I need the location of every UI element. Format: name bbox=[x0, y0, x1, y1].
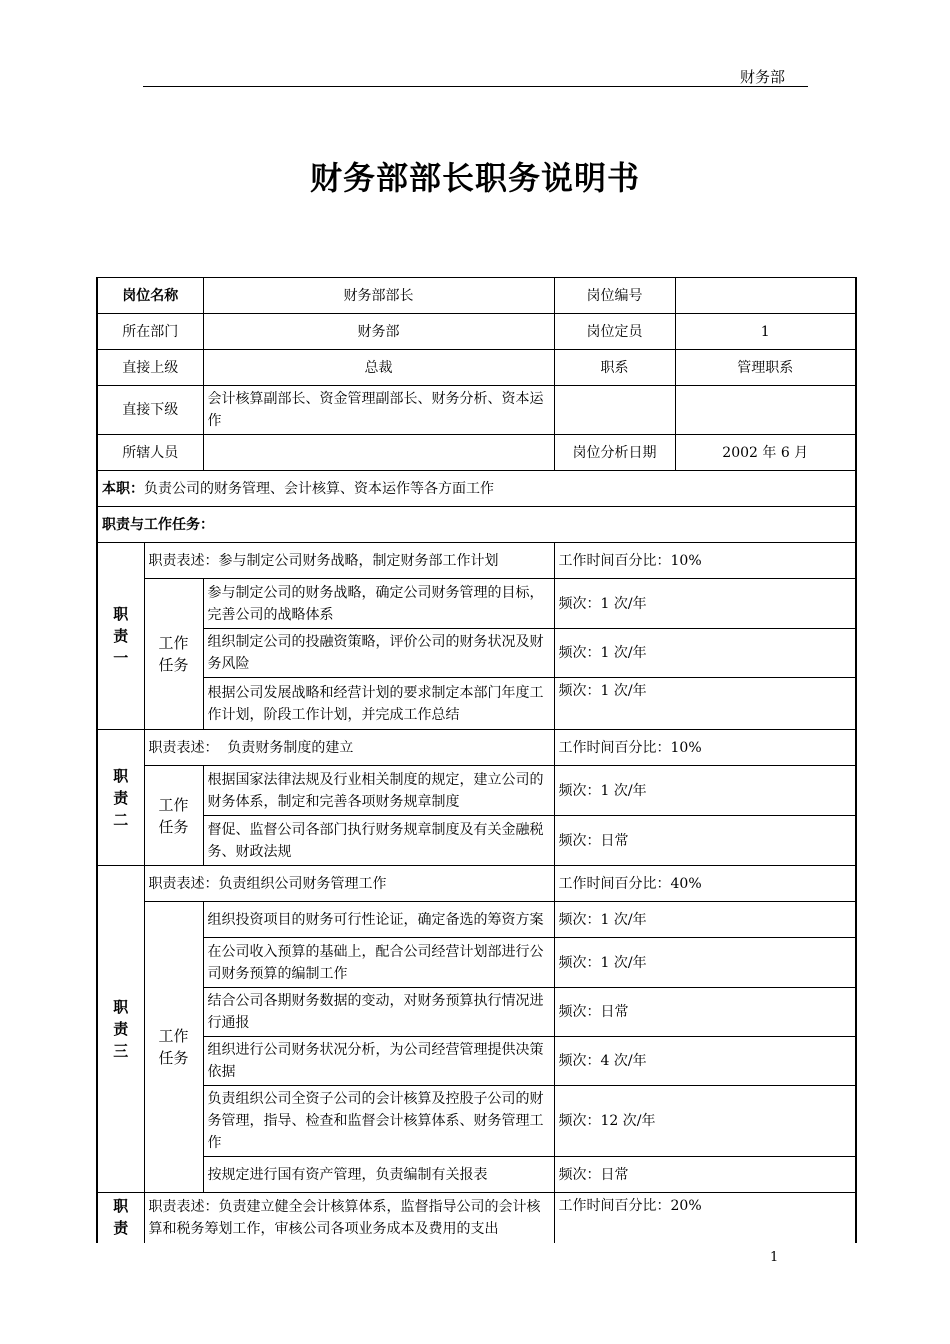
duty-2-time: 工作时间百分比：10% bbox=[554, 730, 856, 766]
duty-3-task-6-freq: 频次：日常 bbox=[554, 1157, 856, 1193]
duties-header: 职责与工作任务： bbox=[97, 507, 856, 543]
position-name-label: 岗位名称 bbox=[97, 278, 203, 314]
duty-3-label bbox=[97, 866, 144, 1193]
duty-1-desc: 职责表述：参与制定公司财务战略，制定财务部工作计划 bbox=[144, 543, 554, 579]
main-duty-row bbox=[97, 471, 856, 507]
quota-value: 1 bbox=[675, 314, 856, 350]
duty-1-task-3-freq: 频次：1 次/年 bbox=[554, 678, 856, 730]
duty-2-label bbox=[97, 730, 144, 866]
duty-1-task-3: 根据公司发展战略和经营计划的要求制定本部门年度工作计划，阶段工作计划，并完成工作总结 bbox=[203, 678, 554, 730]
duty-3-task-label bbox=[144, 902, 203, 1193]
duty-3-time: 工作时间百分比：40% bbox=[554, 866, 856, 902]
duty-2-label-text: 职责二 bbox=[113, 766, 129, 829]
duty-2-desc: 职责表述： 负责财务制度的建立 bbox=[144, 730, 554, 766]
duty-3-task-1: 组织投资项目的财务可行性论证，确定备选的筹资方案 bbox=[203, 902, 554, 938]
duty-4-label bbox=[97, 1193, 144, 1243]
duty-3-task-1-freq: 频次：1 次/年 bbox=[554, 902, 856, 938]
duty-1-time: 工作时间百分比：10% bbox=[554, 543, 856, 579]
header-department: 财务部 bbox=[740, 68, 786, 86]
subordinate-label: 直接下级 bbox=[97, 386, 203, 435]
duty-2-task-1-freq: 频次：1 次/年 bbox=[554, 766, 856, 816]
duty-1-label-text: 职责一 bbox=[113, 605, 129, 667]
duty-3-desc: 职责表述：负责组织公司财务管理工作 bbox=[144, 866, 554, 902]
subordinate-value: 会计核算副部长、资金管理副部长、财务分析、资本运作 bbox=[203, 386, 554, 435]
dept-label: 所在部门 bbox=[97, 314, 203, 350]
duty-3-task-5-freq: 频次：12 次/年 bbox=[554, 1086, 856, 1157]
series-value: 管理职系 bbox=[675, 350, 856, 386]
position-no-label: 岗位编号 bbox=[554, 278, 675, 314]
duty-3-task-4-freq: 频次：4 次/年 bbox=[554, 1037, 856, 1086]
header-rule bbox=[143, 86, 808, 87]
duty-3-task-2: 在公司收入预算的基础上，配合公司经营计划部进行公司财务预算的编制工作 bbox=[203, 938, 554, 988]
duty-2-task-2-freq: 频次：日常 bbox=[554, 816, 856, 866]
duty-3-task-4: 组织进行公司财务状况分析，为公司经营管理提供决策依据 bbox=[203, 1037, 554, 1086]
position-name-value: 财务部部长 bbox=[203, 278, 554, 314]
duty-1-task-label-text: 工作任务 bbox=[158, 634, 189, 674]
position-no-value bbox=[675, 278, 856, 314]
duty-1-task-2-freq: 频次：1 次/年 bbox=[554, 629, 856, 678]
subordinate-empty-1 bbox=[554, 386, 675, 435]
page-number: 1 bbox=[770, 1250, 779, 1265]
duty-1-task-2: 组织制定公司的投融资策略，评价公司的财务状况及财务风险 bbox=[203, 629, 554, 678]
staff-value bbox=[203, 435, 554, 471]
duty-4-time: 工作时间百分比：20% bbox=[554, 1193, 856, 1243]
duty-1-task-1-freq: 频次：1 次/年 bbox=[554, 579, 856, 629]
duty-2-task-2: 督促、监督公司各部门执行财务规章制度及有关金融税务、财政法规 bbox=[203, 816, 554, 866]
duty-1-task-1: 参与制定公司的财务战略，确定公司财务管理的目标，完善公司的战略体系 bbox=[203, 579, 554, 629]
staff-label: 所辖人员 bbox=[97, 435, 203, 471]
duty-2-task-1: 根据国家法律法规及行业相关制度的规定，建立公司的财务体系，制定和完善各项财务规章制度 bbox=[203, 766, 554, 816]
duty-3-label-text: 职责三 bbox=[113, 998, 129, 1060]
superior-label: 直接上级 bbox=[97, 350, 203, 386]
duty-1-label bbox=[97, 543, 144, 730]
duty-3-task-2-freq: 频次：1 次/年 bbox=[554, 938, 856, 988]
duty-3-task-label-text: 工作任务 bbox=[158, 1027, 189, 1067]
duty-2-task-label bbox=[144, 766, 203, 866]
subordinate-empty-2 bbox=[675, 386, 856, 435]
duty-3-task-5: 负责组织公司全资子公司的会计核算及控股子公司的财务管理，指导、检查和监督会计核算体系、财务管理工作 bbox=[203, 1086, 554, 1157]
duty-3-task-6: 按规定进行国有资产管理，负责编制有关报表 bbox=[203, 1157, 554, 1193]
series-label: 职系 bbox=[554, 350, 675, 386]
superior-value: 总裁 bbox=[203, 350, 554, 386]
duty-3-task-3: 结合公司各期财务数据的变动，对财务预算执行情况进行通报 bbox=[203, 988, 554, 1037]
duty-2-task-label-text: 工作任务 bbox=[158, 795, 189, 836]
quota-label: 岗位定员 bbox=[554, 314, 675, 350]
main-duty-text: 负责公司的财务管理、会计核算、资本运作等各方面工作 bbox=[144, 480, 494, 497]
duty-4-desc: 职责表述：负责建立健全会计核算体系，监督指导公司的会计核算和税务筹划工作，审核公司各项业务成本及费用的支出 bbox=[144, 1193, 554, 1243]
dept-value: 财务部 bbox=[203, 314, 554, 350]
duty-4-label-text: 职责 bbox=[113, 1197, 129, 1237]
analysis-date-value: 2002 年 6 月 bbox=[675, 435, 856, 471]
duty-3-task-3-freq: 频次：日常 bbox=[554, 988, 856, 1037]
main-duty-label: 本职： bbox=[102, 480, 144, 497]
page-title: 财务部部长职务说明书 bbox=[309, 159, 640, 197]
job-description-table bbox=[96, 277, 857, 1243]
duty-1-task-label bbox=[144, 579, 203, 730]
analysis-date-label: 岗位分析日期 bbox=[554, 435, 675, 471]
